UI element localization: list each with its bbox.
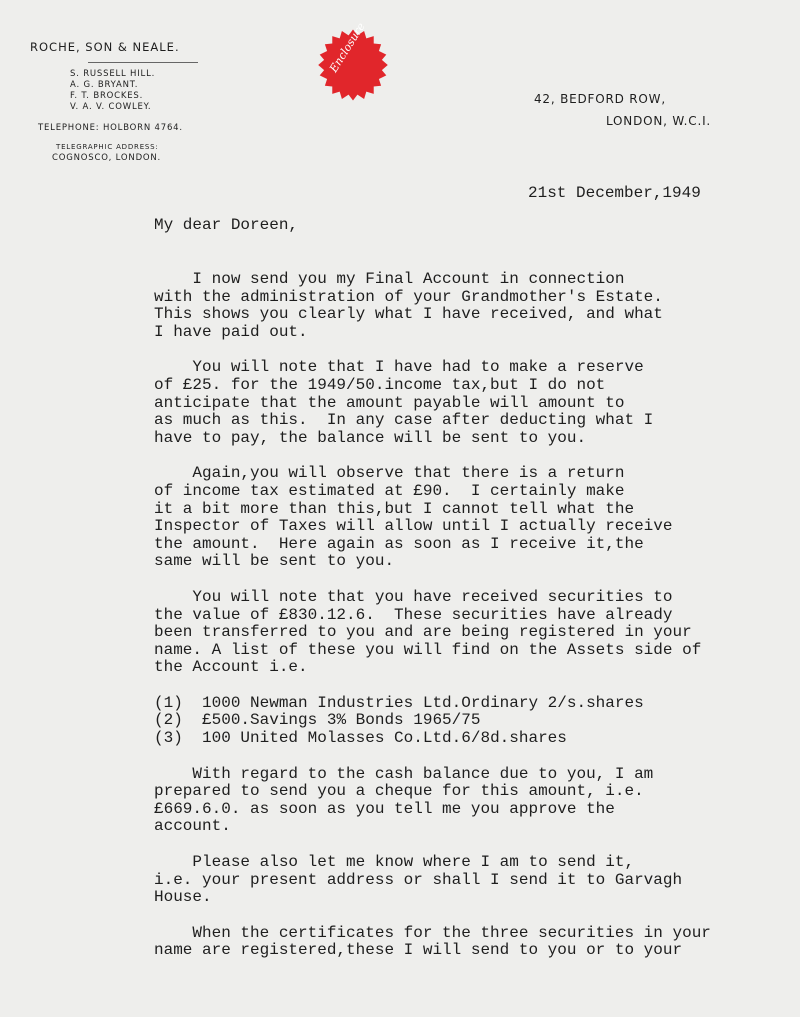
list-item-text: £500.Savings 3% Bonds 1965/75 <box>202 711 481 730</box>
paragraph: You will note that I have had to make a reserve of £25. for the 1949/50.income tax,but I do not anticipate that the amount payable will amount to as much as this. In any case after deducting what I have to pay, the balance will be sent to you. <box>154 358 654 447</box>
telegraphic-address: COGNOSCO, LONDON. <box>52 153 162 163</box>
salutation: My dear Doreen, <box>154 216 299 234</box>
address-line: LONDON, W.C.I. <box>606 114 712 128</box>
list-item <box>154 712 794 730</box>
paragraph: Please also let me know where I am to send it, i.e. your present address or shall I send it to Garvagh House. <box>154 853 683 907</box>
list-item-number: (2) <box>154 711 183 730</box>
telegraphic-label: TELEGRAPHIC ADDRESS: <box>56 143 159 151</box>
partner-name: F. T. BROCKES. <box>70 91 144 101</box>
paragraph: Again,you will observe that there is a return of income tax estimated at £90. I certainly make it a bit more than this,but I cannot tell what the Inspector of Taxes will allow until I actually receive the amount. Here again as soon as I receive it,the same will be sent to you. <box>154 464 673 571</box>
list-item <box>154 695 794 713</box>
partner-name: S. RUSSELL HILL. <box>70 69 156 79</box>
letter-date: 21st December,1949 <box>528 184 701 202</box>
paragraph: You will note that you have received securities to the value of £830.12.6. These securities have already been transferred to you and are being registered in your name. A list of these you will find on the Assets side of the Account i.e. <box>154 587 702 677</box>
paragraph: When the certificates for the three securities in your name are registered,these I will send to you or to your <box>154 923 711 960</box>
address-line: 42, BEDFORD ROW, <box>534 92 666 106</box>
list-item-text: 1000 Newman Industries Ltd.Ordinary 2/s.shares <box>202 693 644 712</box>
seal-text: Enclosure <box>327 20 368 75</box>
paragraph: I now send you my Final Account in connection with the administration of your Grandmother's Estate. This shows you clearly what I have received, and what I have paid out. <box>154 270 663 341</box>
partners-list <box>70 69 220 113</box>
securities-list <box>154 695 794 748</box>
partner-name: A. G. BRYANT. <box>70 80 139 90</box>
list-item-number: (3) <box>154 729 183 748</box>
letterhead-firm <box>30 40 220 163</box>
firm-name: ROCHE, SON & NEALE. <box>30 40 180 54</box>
list-item <box>154 730 794 748</box>
telephone: TELEPHONE: HOLBORN 4764. <box>38 123 183 133</box>
sender-address <box>534 88 734 132</box>
paragraph: With regard to the cash balance due to you, I am prepared to send you a cheque for this amount, i.e. £669.6.0. as soon as you tell me you approve the account. <box>154 764 654 836</box>
letterhead-rule <box>88 62 198 63</box>
list-item-text: 100 United Molasses Co.Ltd.6/8d.shares <box>202 729 567 748</box>
partner-name: V. A. V. COWLEY. <box>70 102 152 112</box>
letter-body <box>154 271 794 978</box>
list-item-number: (1) <box>154 693 183 712</box>
